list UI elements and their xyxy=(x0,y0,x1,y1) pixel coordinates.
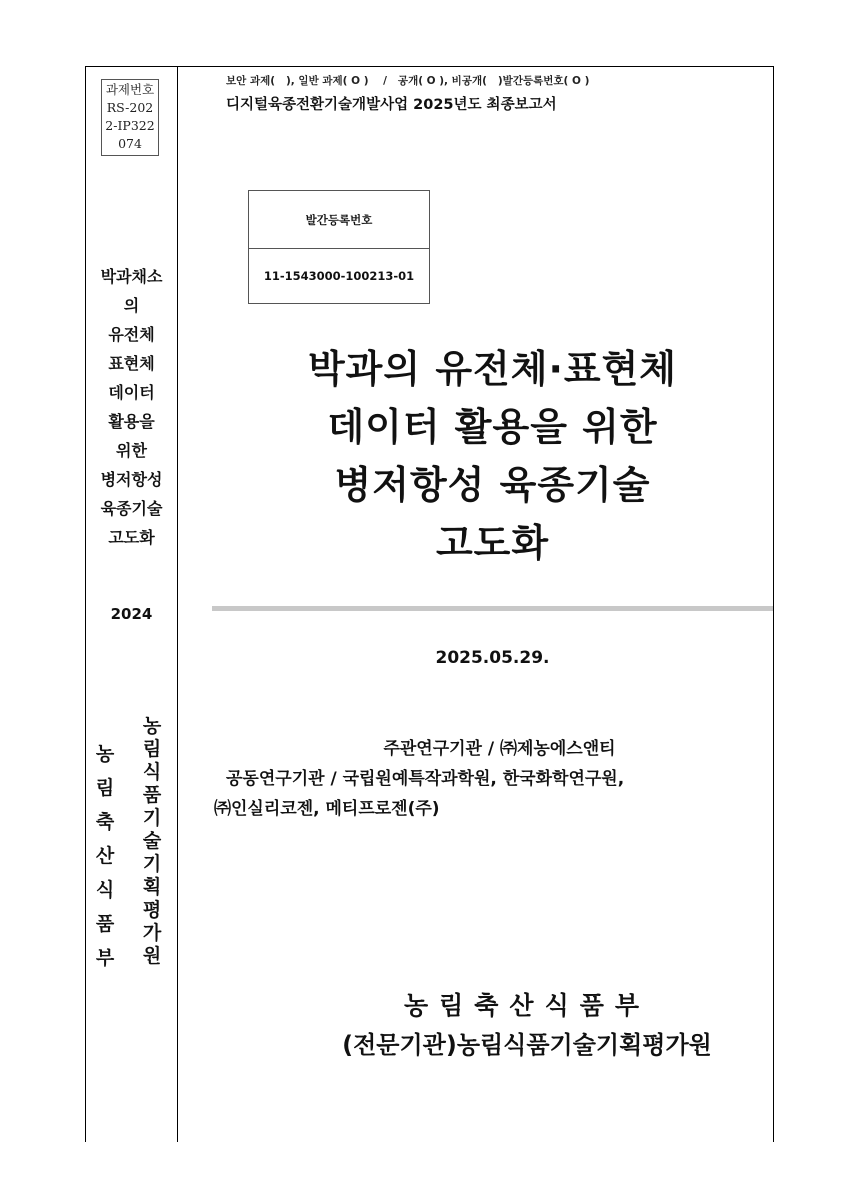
project-number-box xyxy=(101,79,159,156)
report-title-line: 병저항성 육종기술 xyxy=(334,463,651,507)
project-number-label: 과제번호 xyxy=(105,82,155,97)
issuing-ministry: 농림축산식품부 xyxy=(403,991,651,1020)
spine-agency xyxy=(141,715,163,968)
registration-number: 11-1543000-100213-01 xyxy=(263,269,415,283)
report-title xyxy=(212,340,773,572)
spine-agency-char: 품 xyxy=(142,784,162,806)
program-title: 디지털육종전환기술개발사업 2025년도 최종보고서 xyxy=(226,97,557,113)
spine-ministry xyxy=(94,737,116,975)
project-number-line: 2-IP322 xyxy=(105,118,155,133)
spine-ministry-char: 품 xyxy=(95,913,115,935)
spine-agency-char: 평 xyxy=(142,899,162,921)
frame-right-border xyxy=(773,66,774,1142)
spine-agency-char: 획 xyxy=(142,876,162,898)
report-title-line: 데이터 활용을 위한 xyxy=(327,405,658,449)
spine-ministry-char: 산 xyxy=(95,845,115,867)
project-number-line: 074 xyxy=(118,136,142,151)
spine-agency-char: 술 xyxy=(142,830,162,852)
joint-organizations-continued: ㈜인실리코젠, 메티프로젠(주) xyxy=(214,799,440,819)
registration-box xyxy=(248,190,430,304)
project-number-line: RS-202 xyxy=(106,100,154,115)
spine-title xyxy=(86,262,177,552)
security-classification-line: 보안 과제( ), 일반 과제( O ) / 공개( O ), 비공개( )발간등록번호( O ) xyxy=(226,75,590,87)
spine-title-line: 표현체 xyxy=(108,354,155,373)
research-organizations xyxy=(200,734,785,824)
title-divider xyxy=(212,606,773,611)
spine-agency-char: 기 xyxy=(142,807,162,829)
spine-agency-char: 가 xyxy=(142,922,162,944)
lead-organization: 주관연구기관 / ㈜제농에스앤티 xyxy=(383,739,616,759)
spine-agency-char: 림 xyxy=(142,738,162,760)
spine-title-line: 병저항성 xyxy=(100,470,163,489)
spine-ministry-char: 축 xyxy=(95,811,115,833)
spine-ministry-char: 식 xyxy=(95,879,115,901)
spine-ministry-char: 농 xyxy=(95,743,115,765)
spine-agency-char: 기 xyxy=(142,853,162,875)
spine-divider xyxy=(177,66,178,1142)
spine-title-line: 육종기술 xyxy=(100,499,163,518)
spine-ministry-char: 부 xyxy=(95,947,115,969)
report-title-line: 박과의 유전체·표현체 xyxy=(307,347,678,391)
frame-left-border xyxy=(85,66,86,1142)
spine-title-line: 유전체 xyxy=(108,325,155,344)
spine-title-line: 의 xyxy=(123,296,140,315)
spine-agency-char: 식 xyxy=(142,761,162,783)
spine-title-line: 고도화 xyxy=(108,528,155,547)
issuing-agency: (전문기관)농림식품기술기획평가원 xyxy=(342,1031,712,1059)
report-date: 2025.05.29. xyxy=(435,648,550,668)
spine-title-line: 박과채소 xyxy=(100,267,163,286)
joint-organizations: 공동연구기관 / 국립원예특작과학원, 한국화학연구원, xyxy=(226,769,625,789)
report-title-line: 고도화 xyxy=(435,521,550,565)
spine-ministry-char: 림 xyxy=(95,777,115,799)
spine-year: 2024 xyxy=(110,605,153,623)
registration-label: 발간등록번호 xyxy=(249,191,429,249)
spine-title-line: 데이터 xyxy=(108,383,155,402)
spine-agency-char: 원 xyxy=(142,945,162,967)
spine-agency-char: 농 xyxy=(142,715,162,737)
spine-title-line: 위한 xyxy=(116,441,147,460)
frame-top-border xyxy=(85,66,774,67)
spine-title-line: 활용을 xyxy=(108,412,155,431)
